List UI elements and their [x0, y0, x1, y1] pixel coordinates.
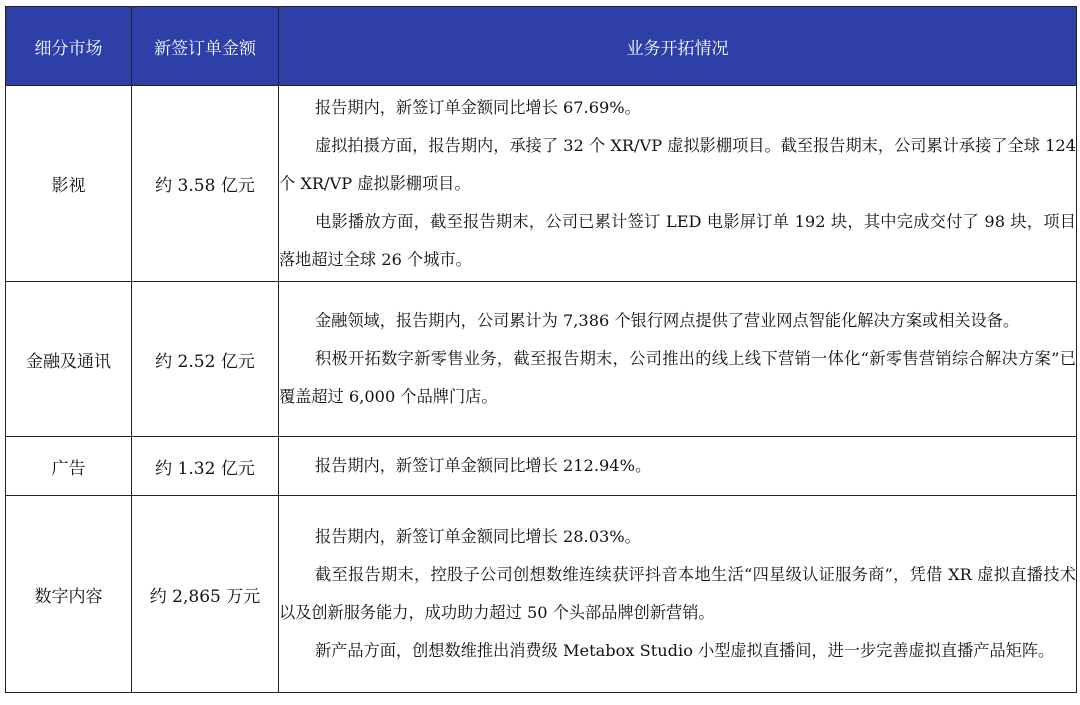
market-cell: 影视 [6, 86, 132, 282]
description-paragraph: 积极开拓数字新零售业务，截至报告期末，公司推出的线上线下营销一体化“新零售营销综合解决方案”已覆盖超过 6,000 个品牌门店。 [279, 349, 1076, 406]
business-table [5, 6, 1077, 693]
amount-cell: 约 2,865 万元 [132, 496, 279, 693]
description-paragraph: 电影播放方面，截至报告期末，公司已累计签订 LED 电影屏订单 192 块，其中完成交付了 98 块，项目落地超过全球 26 个城市。 [279, 211, 1076, 269]
table-row [6, 86, 1077, 282]
header-row [6, 7, 1077, 86]
description-paragraph: 报告期内，新签订单金额同比增长 67.69%。 [315, 97, 641, 117]
market-cell: 金融及通讯 [6, 282, 132, 437]
description-paragraph: 虚拟拍摄方面，报告期内，承接了 32 个 XR/VP 虚拟影棚项目。截至报告期末，公司累计承接了全球 124 个 XR/VP 虚拟影棚项目。 [279, 135, 1076, 193]
description-paragraph: 截至报告期末，控股子公司创想数维连续获评抖音本地生活“四星级认证服务商”，凭借 XR 虚拟直播技术以及创新服务能力，成功助力超过 50 个头部品牌创新营销。 [279, 565, 1076, 622]
description-cell [279, 437, 1077, 496]
amount-cell: 约 1.32 亿元 [132, 437, 279, 496]
table-header [6, 7, 1077, 86]
market-cell: 广告 [6, 437, 132, 496]
description-paragraph: 金融领域，报告期内，公司累计为 7,386 个银行网点提供了营业网点智能化解决方案或相关设备。 [315, 311, 1020, 330]
description-cell [279, 282, 1077, 437]
description-paragraph: 报告期内，新签订单金额同比增长 212.94%。 [315, 456, 652, 475]
table-row [6, 437, 1077, 496]
table-row [6, 282, 1077, 437]
header-segment-market: 细分市场 [6, 7, 132, 86]
amount-cell: 约 3.58 亿元 [132, 86, 279, 282]
description-paragraph: 报告期内，新签订单金额同比增长 28.03%。 [315, 527, 641, 546]
description-cell [279, 86, 1077, 282]
table-row [6, 496, 1077, 693]
header-new-order-amount: 新签订单金额 [132, 7, 279, 86]
description-paragraph: 新产品方面，创想数维推出消费级 Metabox Studio 小型虚拟直播间，进一步完善虚拟直播产品矩阵。 [315, 641, 1055, 660]
description-cell [279, 496, 1077, 693]
header-business-development: 业务开拓情况 [279, 7, 1077, 86]
market-cell: 数字内容 [6, 496, 132, 693]
amount-cell: 约 2.52 亿元 [132, 282, 279, 437]
